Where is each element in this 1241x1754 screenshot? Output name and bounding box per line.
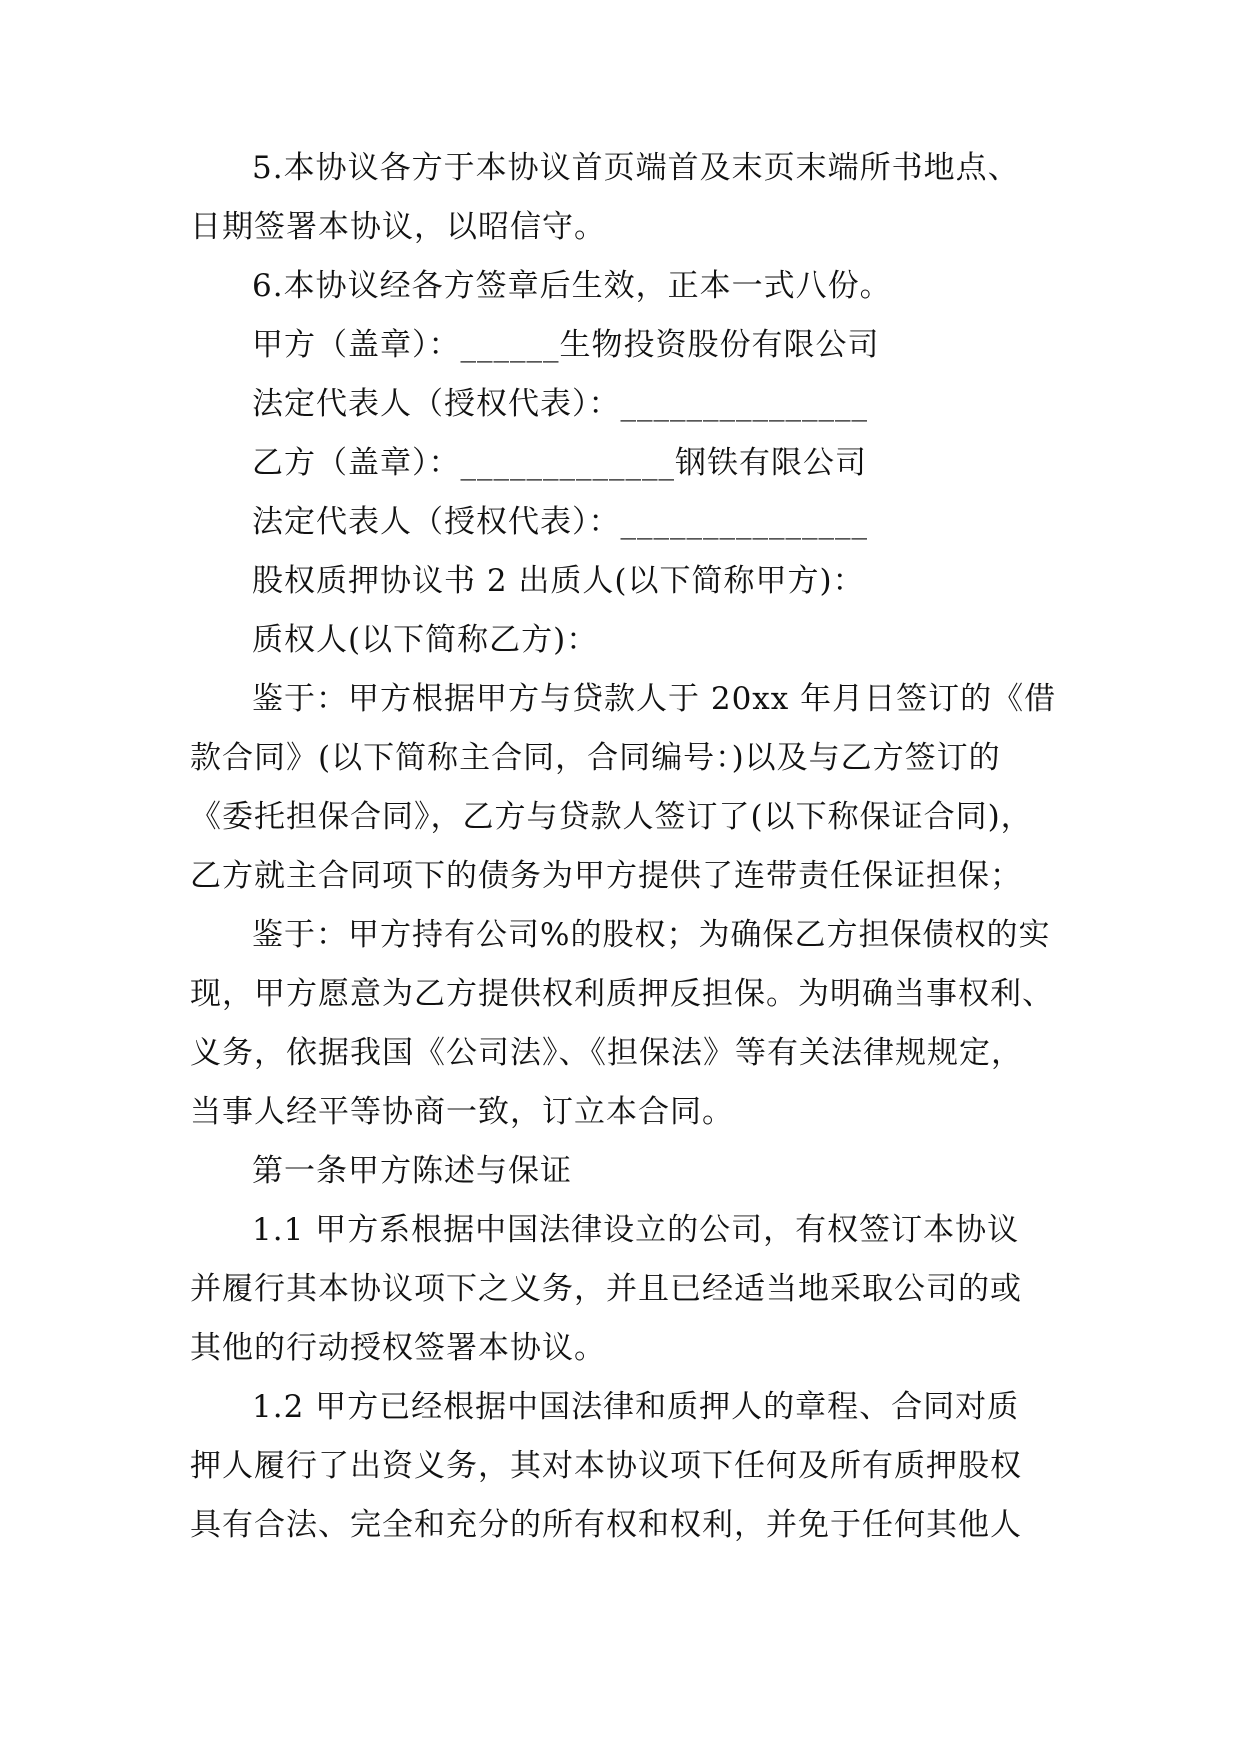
party-a-representative-line: 法定代表人（授权代表）：_______________ (252, 386, 868, 422)
article-1-heading: 第一条甲方陈述与保证 (252, 1153, 572, 1189)
clause-1-1-line-1: 1.1 甲方系根据中国法律设立的公司，有权签订本协议 (252, 1212, 1020, 1248)
party-b-seal-line: 乙方（盖章）：_____________钢铁有限公司 (252, 445, 867, 481)
clause-6: 6.本协议经各方签章后生效，正本一式八份。 (252, 268, 892, 304)
recital-2-line-1: 鉴于：甲方持有公司%的股权；为确保乙方担保债权的实 (252, 917, 1051, 953)
pledgor-heading: 股权质押协议书 2 出质人(以下简称甲方)： (252, 563, 865, 599)
clause-1-2-line-3: 具有合法、完全和充分的所有权和权利，并免于任何其他人 (190, 1507, 1022, 1543)
clause-1-2-line-1: 1.2 甲方已经根据中国法律和质押人的章程、合同对质 (252, 1389, 1020, 1425)
recital-1-line-1: 鉴于：甲方根据甲方与贷款人于 20xx 年月日签订的《借 (252, 681, 1057, 717)
recital-1-line-3: 《委托担保合同》，乙方与贷款人签订了(以下称保证合同)， (190, 799, 1033, 835)
recital-1-line-4: 乙方就主合同项下的债务为甲方提供了连带责任保证担保； (190, 858, 1022, 894)
clause-5-line-1: 5.本协议各方于本协议首页端首及末页末端所书地点、 (252, 150, 1020, 186)
party-a-seal-line: 甲方（盖章）：______生物投资股份有限公司 (252, 327, 880, 363)
party-b-representative-line: 法定代表人（授权代表）：_______________ (252, 504, 868, 540)
recital-2-line-4: 当事人经平等协商一致，订立本合同。 (190, 1094, 734, 1130)
clause-1-1-line-2: 并履行其本协议项下之义务，并且已经适当地采取公司的或 (190, 1271, 1022, 1307)
clause-1-2-line-2: 押人履行了出资义务，其对本协议项下任何及所有质押股权 (190, 1448, 1022, 1484)
pledgee-heading: 质权人(以下简称乙方)： (252, 622, 599, 658)
recital-2-line-3: 义务，依据我国《公司法》、《担保法》等有关法律规规定， (190, 1035, 1023, 1071)
clause-1-1-line-3: 其他的行动授权签署本协议。 (190, 1330, 606, 1366)
recital-2-line-2: 现，甲方愿意为乙方提供权利质押反担保。为明确当事权利、 (190, 976, 1054, 1012)
recital-1-line-2: 款合同》(以下简称主合同，合同编号：)以及与乙方签订的 (190, 740, 1001, 776)
clause-5-line-2: 日期签署本协议，以昭信守。 (190, 209, 606, 245)
